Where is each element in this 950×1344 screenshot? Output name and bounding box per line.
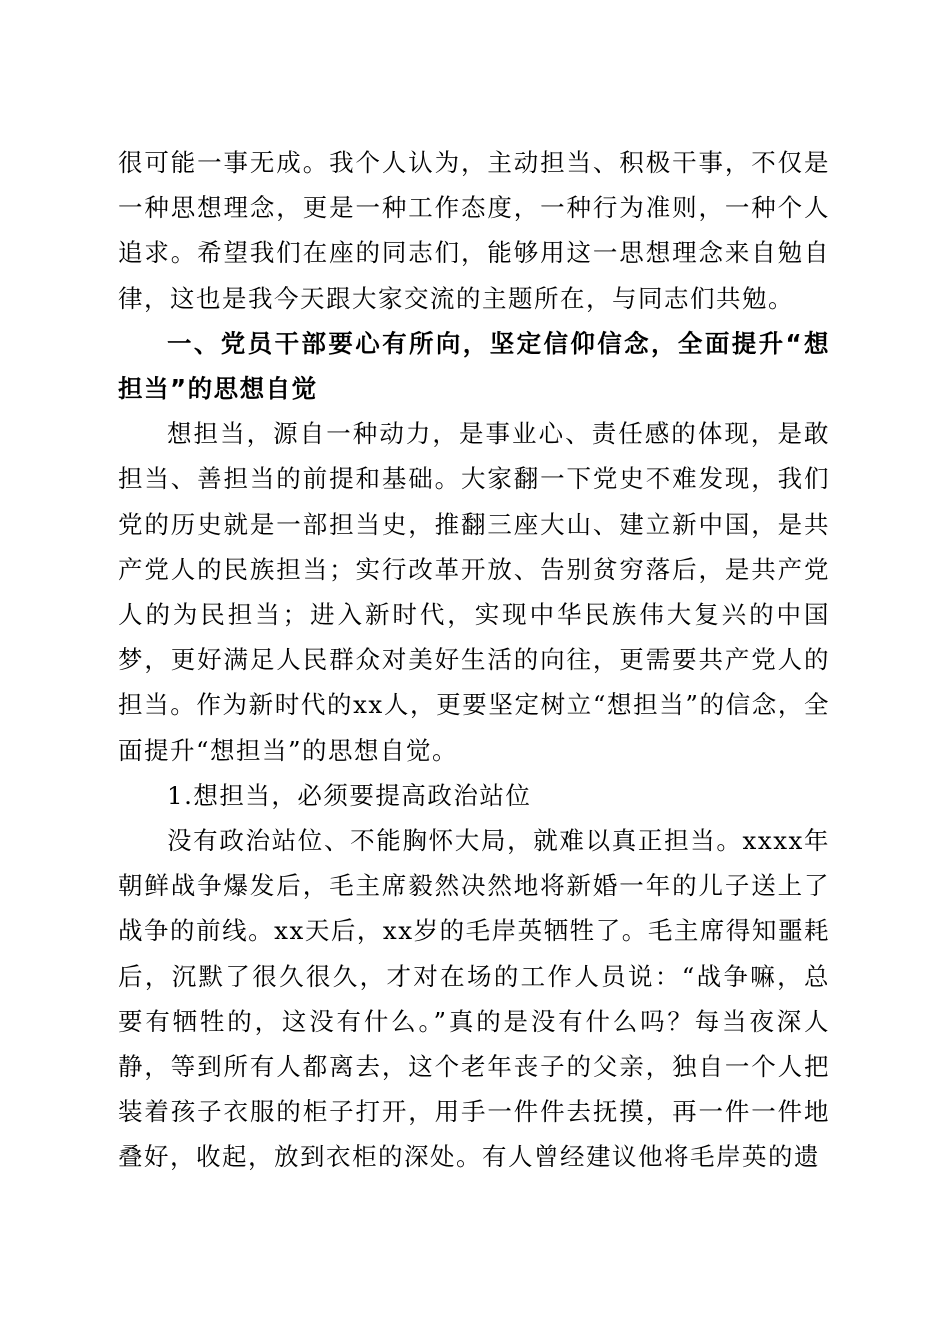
paragraph-continuation: 很可能一事无成。我个人认为，主动担当、积极干事，不仅是一种思想理念，更是一种工作态度，一种行为准则，一种个人追求。希望我们在座的同志们，能够用这一思想理念来自勉自律，这也是我今天跟大家交流的主题所在，与同志们共勉。 (118, 148, 830, 313)
paragraph-subsection-body: 没有政治站位、不能胸怀大局，就难以真正担当。xxxx年朝鲜战争爆发后，毛主席毅然决然地将新婚一年的儿子送上了战争的前线。xx天后，xx岁的毛岸英牺牲了。毛主席得知噩耗后，沉默了很久很久，才对在场的工作人员说：“战争嘛，总要有牺牲的，这没有什么。”真的是没有什么吗？每当夜深人静，等到所有人都离去，这个老年丧子的父亲，独自一个人把装着孩子衣服的柜子打开，用手一件件去抚摸，再一件一件地叠好，收起，放到衣柜的深处。有人曾经建议他将毛岸英的遗 (118, 826, 830, 1172)
paragraph-section-intro: 想担当，源自一种动力，是事业心、责任感的体现，是敢担当、善担当的前提和基础。大家翻一下党史不难发现，我们党的历史就是一部担当史，推翻三座大山、建立新中国，是共产党人的民族担当；实行改革开放、告别贫穷落后，是共产党人的为民担当；进入新时代，实现中华民族伟大复兴的中国梦，更好满足人民群众对美好生活的向往，更需要共产党人的担当。作为新时代的xx人，更要坚定树立“想担当”的信念，全面提升“想担当”的思想自觉。 (118, 419, 830, 765)
section-heading: 一、党员干部要心有所向，坚定信仰信念，全面提升“想担当”的思想自觉 (118, 328, 830, 404)
subsection-heading: 1.想担当，必须要提高政治站位 (167, 780, 532, 810)
document-body (118, 140, 830, 1180)
